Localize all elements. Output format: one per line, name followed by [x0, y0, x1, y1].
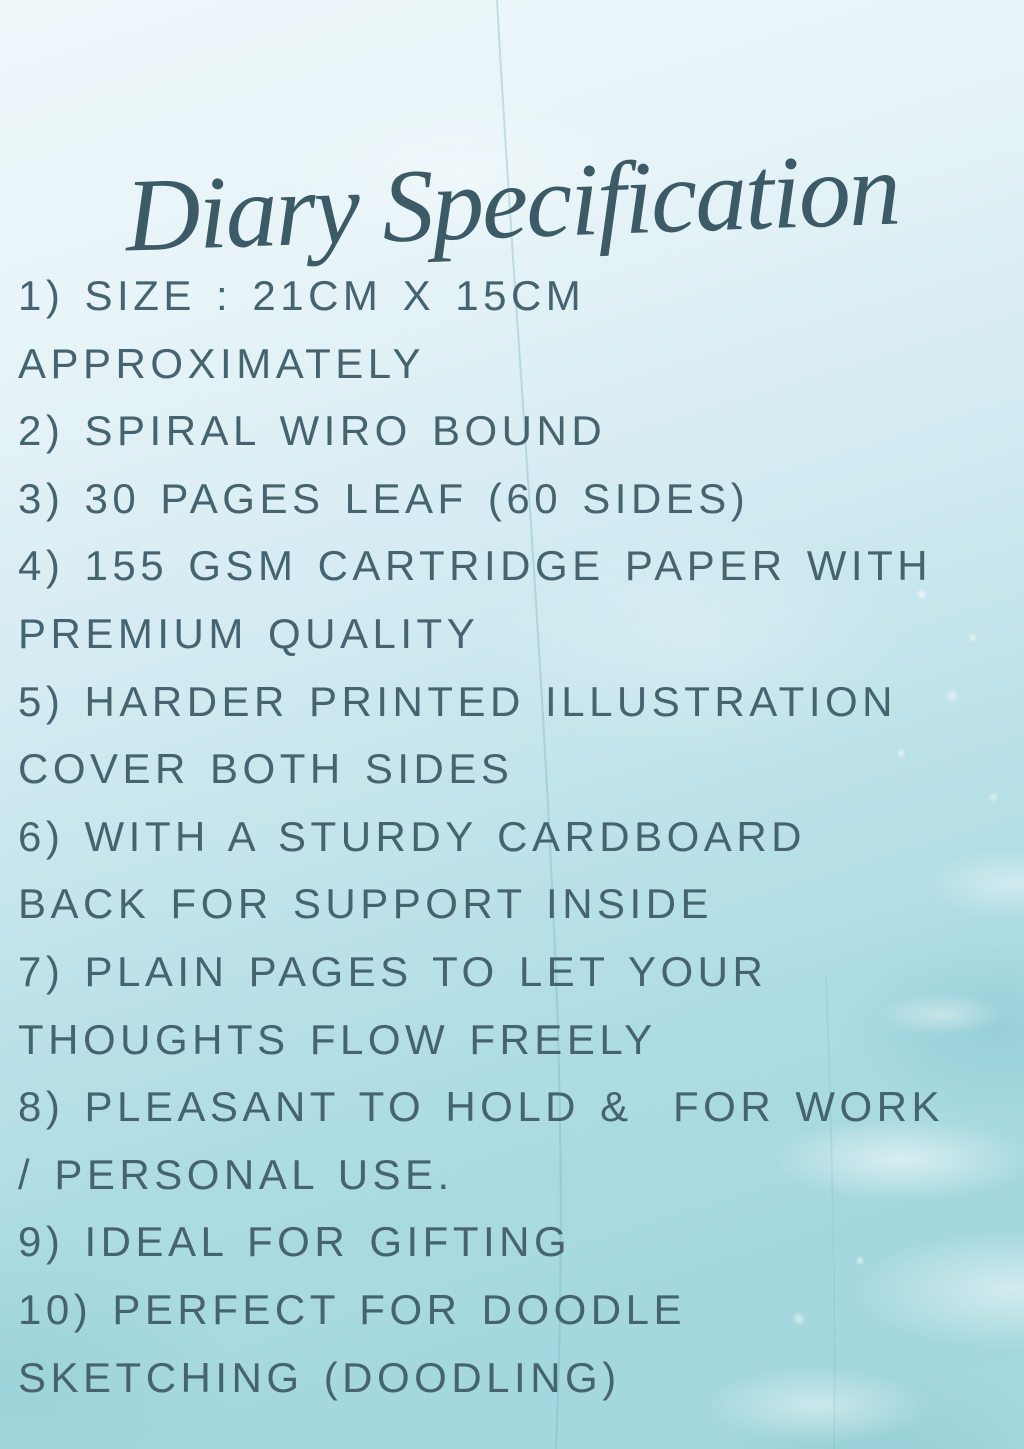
spec-line: 6) WITH A STURDY CARDBOARD	[18, 812, 806, 860]
spec-line: 10) PERFECT FOR DOODLE	[18, 1285, 686, 1333]
spec-line: BACK FOR SUPPORT INSIDE	[18, 880, 714, 928]
spec-line: APPROXIMATELY	[18, 339, 426, 387]
spec-line: / PERSONAL USE.	[18, 1150, 454, 1198]
spec-line: THOUGHTS FLOW FREELY	[18, 1015, 657, 1063]
spec-line: 3) 30 PAGES LEAF (60 SIDES)	[18, 474, 750, 522]
spec-line: 4) 155 GSM CARTRIDGE PAPER WITH	[18, 542, 933, 590]
spec-line: 7) PLAIN PAGES TO LET YOUR	[18, 947, 768, 995]
spec-line: COVER BOTH SIDES	[18, 745, 514, 793]
page-title: Diary Specification	[123, 131, 901, 274]
spec-line: 1) SIZE : 21CM X 15CM	[18, 272, 586, 319]
spec-line: 9) IDEAL FOR GIFTING	[18, 1218, 572, 1266]
spec-line: 8) PLEASANT TO HOLD & FOR WORK	[18, 1083, 945, 1131]
spec-line: 5) HARDER PRINTED ILLUSTRATION	[18, 677, 897, 725]
spec-line: SKETCHING (DOODLING)	[18, 1353, 621, 1401]
spec-line: PREMIUM QUALITY	[18, 609, 480, 657]
spec-line: 2) SPIRAL WIRO BOUND	[18, 407, 607, 455]
spec-list	[18, 262, 1018, 1411]
